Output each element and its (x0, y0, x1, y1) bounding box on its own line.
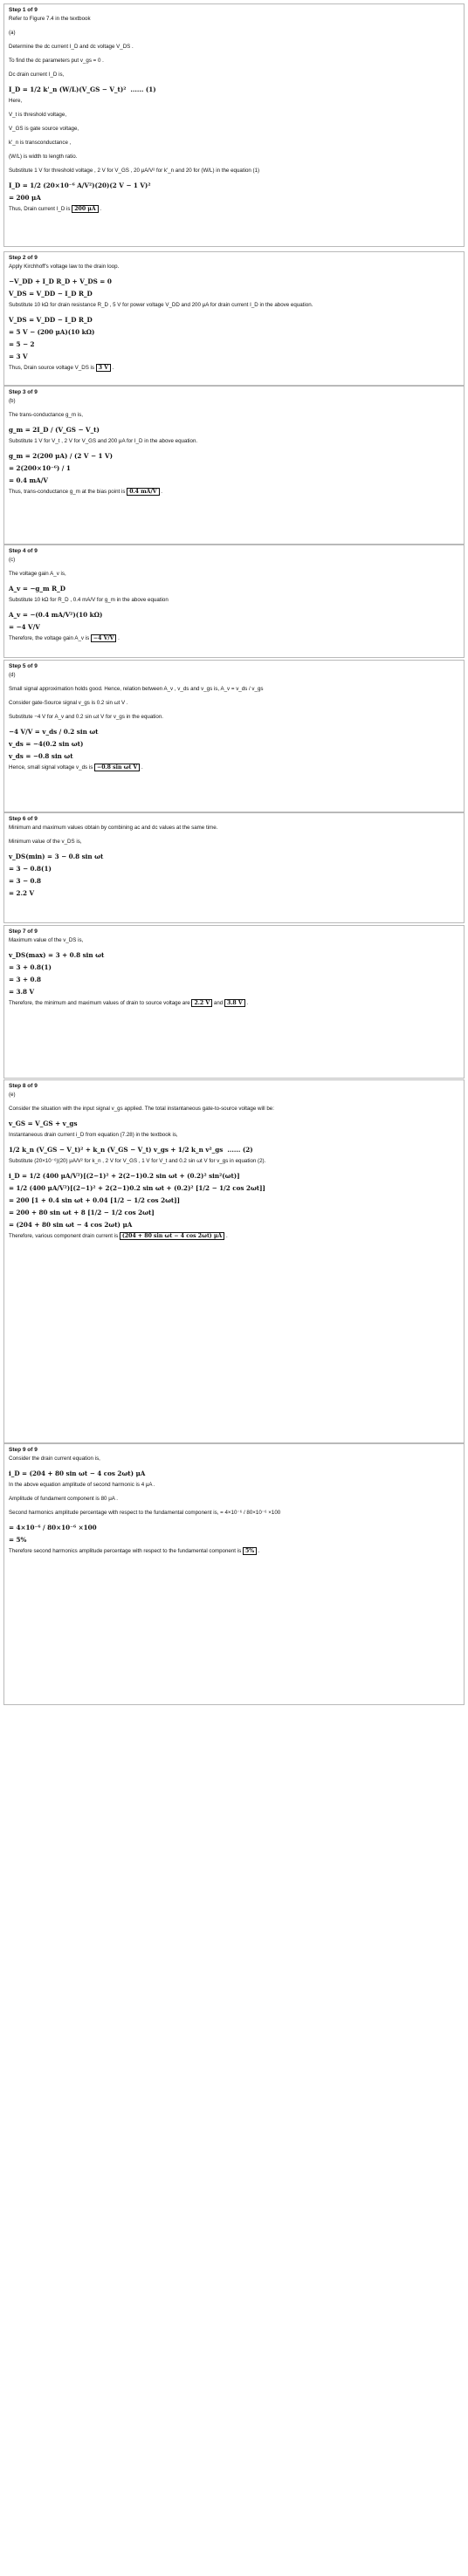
line-text: = 3 + 0.8 (9, 976, 42, 983)
line-text: (b) (9, 398, 16, 404)
equation-line (9, 194, 459, 202)
line-text: V_t is threshold voltage, (9, 112, 67, 118)
line-text: Substitute (20×10⁻⁶)(20) μA/V² for k_n , 2 V for V_GS , 1 V for V_t and 0.2 sin ωt V for v_gs in equation (2). (9, 1158, 266, 1164)
text-line (9, 1482, 459, 1489)
text-line: Hence, small signal voltage v_ds is −0.8 sin ωt V . (9, 764, 143, 771)
step-header: Step 1 of 9 (9, 7, 38, 13)
equation-line (9, 353, 459, 361)
line-text: I_D = 1/2 (20×10⁻⁶ A/V²)(20)(2 V − 1 V)² (9, 182, 151, 189)
line-text: v_ds = −4(0.2 sin ωt) (9, 740, 84, 748)
result-box: 3 V (96, 364, 111, 372)
line-text: = (204 + 80 sin ωt − 4 cos 2ωt) μA (9, 1221, 133, 1229)
result-box: −0.8 sin ωt V (94, 764, 140, 771)
line-text: Amplitude of fundament component is 80 μA . (9, 1496, 118, 1502)
step-header: Step 9 of 9 (9, 1447, 38, 1453)
text-line (9, 825, 459, 832)
line-text: v_GS = V_GS + v_gs (9, 1120, 78, 1127)
text-line (9, 1132, 459, 1139)
line-text: A_v = −(0.4 mA/V²)(10 kΩ) (9, 611, 103, 619)
step-5 (3, 660, 465, 812)
text-line (9, 597, 459, 604)
line-text: = 200 μA (9, 194, 41, 202)
step-header: Step 8 of 9 (9, 1083, 38, 1089)
equation-line (9, 585, 459, 593)
text-line (9, 1456, 459, 1463)
line-text: = 5 V − (200 μA)(10 kΩ) (9, 328, 95, 336)
text-line: Therefore, various component drain current is (204 + 80 sin ωt − 4 cos 2ωt) μA . (9, 1233, 228, 1239)
line-text: The voltage gain A_v is, (9, 571, 66, 577)
result-box: −4 V/V (91, 634, 117, 642)
line-text: = 2(200×10⁻⁶) / 1 (9, 464, 71, 472)
line-text: (d) (9, 672, 16, 678)
line-text: v_DS(min) = 3 − 0.8 sin ωt (9, 853, 104, 860)
equation-line (9, 328, 459, 337)
equation-line (9, 1172, 459, 1181)
step-9 (3, 1443, 465, 1705)
result-box: 0.4 mA/V (127, 488, 159, 496)
step-1 (3, 3, 465, 247)
equation-line (9, 951, 459, 960)
line-text: Determine the dc current I_D and dc voltage V_DS . (9, 44, 134, 50)
text-line (9, 714, 459, 721)
line-text: = 3 + 0.8(1) (9, 963, 52, 971)
text-line: Therefore, the voltage gain A_v is −4 V/V . (9, 635, 120, 641)
line-text: = 5% (9, 1536, 27, 1544)
line-text: Second harmonics amplitude percentage with respect to the fundamental component is, = 4×10⁻⁶ / 80×10⁻⁶ ×100 (9, 1510, 281, 1516)
text-line (9, 126, 459, 133)
text-line (9, 16, 459, 23)
line-text: Consider the situation with the input signal v_gs applied. The total instantaneous gate-to-source voltage will be: (9, 1106, 274, 1112)
line-text: V_GS is gate source voltage, (9, 126, 79, 132)
equation-line (9, 1221, 459, 1230)
text-line (9, 839, 459, 846)
text-line (9, 112, 459, 119)
text-line (9, 72, 459, 79)
text-line (9, 168, 459, 175)
step-7 (3, 925, 465, 1079)
text-line (9, 264, 459, 271)
step-header: Step 6 of 9 (9, 816, 38, 822)
line-text: Therefore second harmonics amplitude percentage with respect to the fundamental component is (9, 1548, 242, 1554)
line-text: Thus, Drain current I_D is (9, 206, 71, 212)
line-text: Therefore, various component drain current is (9, 1233, 119, 1239)
text-line (9, 1092, 459, 1099)
line-text: i_D = (204 + 80 sin ωt − 4 cos 2ωt) μA (9, 1470, 146, 1477)
equation-line (9, 316, 459, 325)
line-text: Thus, Drain source voltage V_DS is (9, 365, 95, 371)
line-text: = 2.2 V (9, 889, 35, 897)
line-text: Substitute −4 V for A_v and 0.2 sin ωt V for v_gs in the equation. (9, 714, 163, 720)
line-text: In the above equation amplitude of second harmonic is 4 μA . (9, 1482, 155, 1488)
line-text: (W/L) is width to length ratio. (9, 154, 78, 160)
line-text: The trans-conductance g_m is, (9, 412, 83, 418)
line-text: V_DS = V_DD − I_D R_D (9, 290, 93, 298)
line-text: g_m = 2I_D / (V_GS − V_t) (9, 426, 100, 434)
text-line: Therefore, the minimum and maximum values of drain to source voltage are 2.2 V and 3.8 V . (9, 1000, 249, 1006)
equation-line (9, 464, 459, 473)
line-text: −V_DD + I_D R_D + V_DS = 0 (9, 277, 112, 285)
step-8 (3, 1079, 465, 1443)
equation-line (9, 1536, 459, 1545)
text-line: Thus, trans-conductance g_m at the bias point is 0.4 mA/V . (9, 489, 162, 495)
line-text: = 1/2 (400 μA/V²)[(2−1)² + 2(2−1)0.2 sin ωt + (0.2)² [1/2 − 1/2 cos 2ωt]] (9, 1184, 265, 1192)
line-text: k'_n is transconductance , (9, 140, 72, 146)
line-text: Instantaneous drain current i_D from equation (7.28) in the textbook is, (9, 1132, 178, 1138)
line-text: v_ds = −0.8 sin ωt (9, 752, 73, 760)
line-text: −4 V/V = v_ds / 0.2 sin ωt (9, 728, 99, 736)
joiner-text: and (212, 1000, 224, 1006)
equation-line (9, 740, 459, 749)
text-line (9, 98, 459, 105)
text-line (9, 557, 459, 564)
step-4 (3, 545, 465, 658)
line-text: = 0.4 mA/V (9, 476, 48, 484)
text-line: Thus, Drain source voltage V_DS is 3 V . (9, 365, 114, 371)
equation-line (9, 976, 459, 984)
line-text: Hence, small signal voltage v_ds is (9, 764, 93, 771)
line-text: Refer to Figure 7.4 in the textbook (9, 16, 91, 22)
line-text: Apply Kirchhoff's voltage law to the drain loop. (9, 264, 120, 270)
text-line (9, 1106, 459, 1113)
result-box: 200 μA (72, 205, 98, 213)
text-line (9, 700, 459, 707)
equation-line (9, 752, 459, 761)
text-line (9, 672, 459, 679)
text-line (9, 937, 459, 944)
equation-line (9, 988, 459, 997)
line-text: = 3 V (9, 353, 28, 360)
text-line (9, 686, 459, 693)
line-text: A_v = −g_m R_D (9, 585, 65, 593)
text-line (9, 1158, 459, 1165)
equation-line (9, 611, 459, 620)
equation-line (9, 182, 459, 190)
line-text: Substitute 10 kΩ for R_D , 0.4 mA/V for g_m in the above equation (9, 597, 169, 603)
text-line (9, 398, 459, 405)
equation-line (9, 1196, 459, 1205)
line-text: Dc drain current I_D is, (9, 72, 65, 78)
line-text: Substitute 1 V for V_t , 2 V for V_GS and 200 μA for I_D in the above equation. (9, 438, 198, 444)
text-line: Thus, Drain current I_D is 200 μA . (9, 206, 102, 212)
equation-line (9, 1120, 459, 1128)
equation-line (9, 853, 459, 861)
line-text: (c) (9, 557, 16, 563)
line-text: Minimum value of the v_DS is, (9, 839, 82, 845)
step-2 (3, 251, 465, 386)
line-text: (e) (9, 1092, 16, 1098)
step-header: Step 2 of 9 (9, 255, 38, 261)
equation-line (9, 86, 459, 94)
line-text: = 5 − 2 (9, 340, 35, 348)
equation-line (9, 1184, 459, 1193)
line-text: Minimum and maximum values obtain by combining ac and dc values at the same time. (9, 825, 218, 831)
line-text: I_D = 1/2 k'_n (W/L)(V_GS − V_t)² ...... (1) (9, 86, 156, 93)
equation-line (9, 877, 459, 886)
line-text: Thus, trans-conductance g_m at the bias point is (9, 489, 126, 495)
text-line (9, 412, 459, 419)
line-text: v_DS(max) = 3 + 0.8 sin ωt (9, 951, 105, 959)
text-line: Therefore second harmonics amplitude percentage with respect to the fundamental component is 5% . (9, 1548, 260, 1554)
result-box: 3.8 V (224, 999, 245, 1007)
text-line (9, 30, 459, 37)
equation-line (9, 340, 459, 349)
text-line (9, 44, 459, 51)
equation-line (9, 963, 459, 972)
result-box: (204 + 80 sin ωt − 4 cos 2ωt) μA (120, 1232, 224, 1240)
line-text: g_m = 2(200 μA) / (2 V − 1 V) (9, 452, 114, 460)
equation-line (9, 889, 459, 898)
step-header: Step 4 of 9 (9, 548, 38, 554)
line-text: Therefore, the minimum and maximum values of drain to source voltage are (9, 1000, 190, 1006)
text-line (9, 1510, 459, 1517)
equation-line (9, 452, 459, 461)
line-text: Maximum value of the v_DS is, (9, 937, 84, 943)
step-6 (3, 812, 465, 923)
line-text: = 200 + 80 sin ωt + 8 [1/2 − 1/2 cos 2ωt] (9, 1209, 155, 1216)
equation-line (9, 1146, 459, 1154)
equation-line (9, 426, 459, 435)
text-line (9, 140, 459, 147)
line-text: = 4×10⁻⁶ / 80×10⁻⁶ ×100 (9, 1524, 97, 1531)
line-text: = 200 [1 + 0.4 sin ωt + 0.04 [1/2 − 1/2 cos 2ωt]] (9, 1196, 181, 1204)
equation-line (9, 728, 459, 736)
equation-line (9, 1209, 459, 1217)
line-text: i_D = 1/2 (400 μA/V²)[(2−1)² + 2(2−1)0.2 sin ωt + (0.2)² sin²(ωt)] (9, 1172, 240, 1180)
result-box: 2.2 V (191, 999, 212, 1007)
step-header: Step 7 of 9 (9, 928, 38, 935)
text-line (9, 302, 459, 309)
line-text: = 3 − 0.8 (9, 877, 42, 885)
line-text: Here, (9, 98, 23, 104)
equation-line (9, 1470, 459, 1478)
line-text: 1/2 k_n (V_GS − V_t)² + k_n (V_GS − V_t) v_gs + 1/2 k_n v²_gs ...... (2) (9, 1146, 253, 1154)
line-text: (a) (9, 30, 16, 36)
line-text: Therefore, the voltage gain A_v is (9, 635, 90, 641)
equation-line (9, 1524, 459, 1532)
line-text: = 3.8 V (9, 988, 35, 996)
step-header: Step 5 of 9 (9, 663, 38, 669)
step-3 (3, 386, 465, 545)
line-text: = 3 − 0.8(1) (9, 865, 52, 873)
line-text: Substitute 10 kΩ for drain resistance R_D , 5 V for power voltage V_DD and 200 μA for drain current I_D in the above equation. (9, 302, 313, 308)
line-text: Substitute 1 V for threshold voltage , 2 V for V_GS , 20 μA/V² for k'_n and 20 for (W/L) in the equation (1) (9, 168, 260, 174)
result-box: 5% (243, 1547, 257, 1555)
line-text: To find the dc parameters put v_gs = 0 . (9, 58, 104, 64)
line-text: Small signal approximation holds good. Hence, relation between A_v , v_ds and v_gs is, A_v = v_ds / v_gs (9, 686, 264, 692)
equation-line (9, 277, 459, 286)
text-line (9, 154, 459, 161)
line-text: Consider the drain current equation is, (9, 1456, 100, 1462)
text-line (9, 438, 459, 445)
line-text: V_DS = V_DD − I_D R_D (9, 316, 93, 324)
equation-line (9, 623, 459, 632)
text-line (9, 58, 459, 65)
equation-line (9, 476, 459, 485)
line-text: = −4 V/V (9, 623, 40, 631)
step-header: Step 3 of 9 (9, 389, 38, 395)
equation-line (9, 865, 459, 874)
text-line (9, 571, 459, 578)
text-line (9, 1496, 459, 1503)
line-text: Consider gate-Source signal v_gs is 0.2 sin ωt V . (9, 700, 128, 706)
equation-line (9, 290, 459, 298)
